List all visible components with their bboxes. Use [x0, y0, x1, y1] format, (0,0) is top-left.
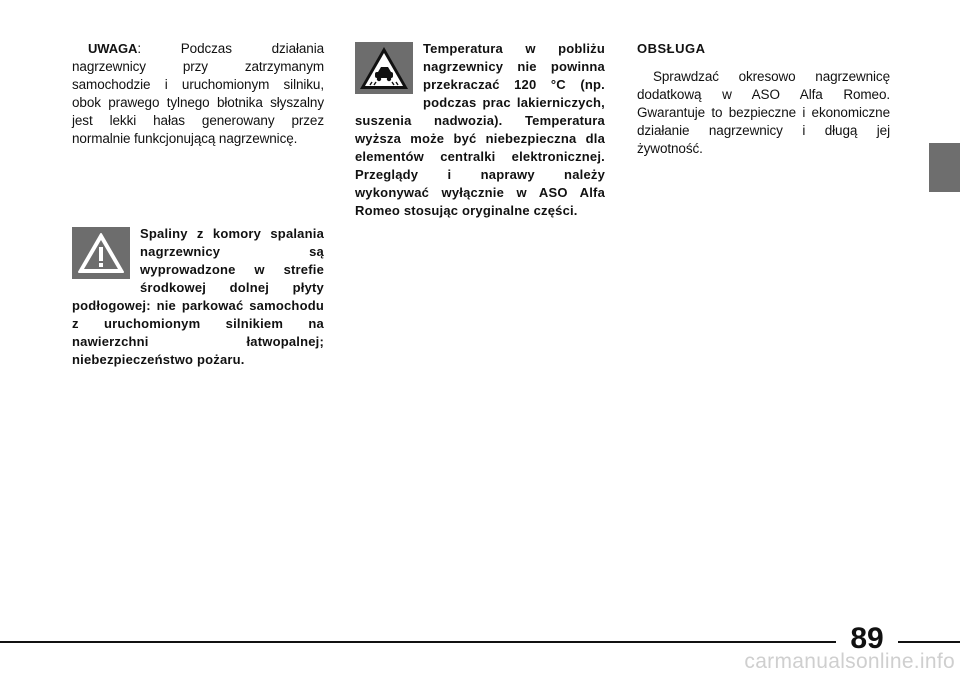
footer-rule-right: [898, 641, 960, 643]
note-block: [72, 40, 324, 148]
page-number: 89: [850, 622, 884, 655]
section-heading: OBSŁUGA: [637, 41, 706, 56]
maintenance-section: [637, 40, 890, 158]
warning-icon-box: [72, 227, 130, 279]
footer-rule-left: [0, 641, 836, 643]
car-skidding-triangle-icon: [358, 45, 410, 91]
temperature-warning-block: [355, 40, 605, 220]
exclamation-triangle-icon: [76, 231, 126, 275]
maintenance-text: Sprawdzać okresowo nagrzewnicę dodatkową w ASO Alfa Romeo. Gwarantuje to bezpieczne i ekonomiczne działanie nagrzewnicy i długą jej żywotność.: [637, 69, 890, 156]
exhaust-warning-text: Spaliny z komory spalania nagrzewnicy są wyprowadzone w strefie środkowej dolnej płyty podłogowej: nie parkować samochodu z uruchomionym silnikiem na nawierzchni łatwopalnej; niebezpieczeństwo pożaru.: [72, 226, 324, 367]
temperature-warning-text: Temperatura w pobliżu nagrzewnicy nie powinna przekraczać 120 °C (np. podczas prac lakierniczych, suszenia nadwozia). Temperatura wyższa może być niebezpieczna dla elementów centralki elektronicznej. Przeglądy i naprawy należy wykonywać wyłącznie w ASO Alfa Romeo stosując oryginalne części.: [355, 41, 605, 218]
chapter-tab: [929, 143, 960, 192]
watermark: carmanualsonline.info: [744, 650, 955, 673]
exhaust-warning-block: [72, 225, 324, 369]
skid-icon-box: [355, 42, 413, 94]
note-label: UWAGA: [88, 41, 138, 56]
note-text: : Podczas działania nagrzewnicy przy zatrzymanym samochodzie i uruchomionym silniku, obok prawego tylnego błotnika słyszalny jest lekki hałas generowany przez normalnie funkcjonującą nagrzewnicę.: [72, 41, 324, 146]
